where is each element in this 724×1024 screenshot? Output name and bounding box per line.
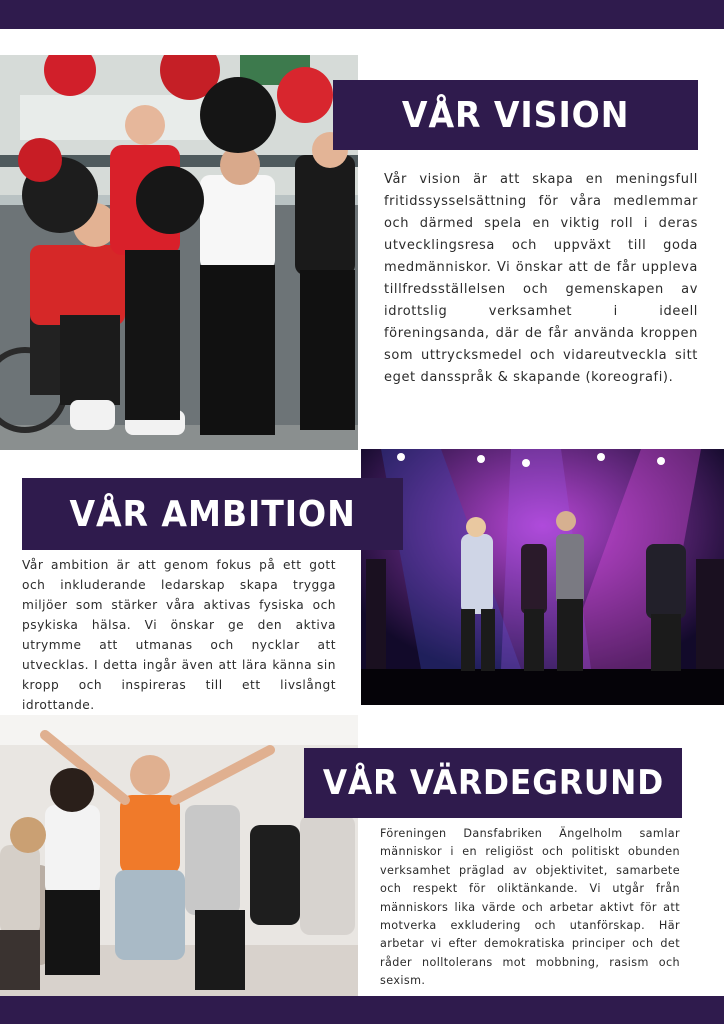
vision-heading: [333, 80, 698, 150]
top-banner: [0, 0, 724, 29]
ambition-paragraph: Vår ambition är att genom fokus på ett gott och inkluderande ledarskap skapa trygga miljöer som stärker våra aktivas fysiska och psykiska hälsa. Vi önskar ge den aktiva utrymme att utmanas och nycklar att utvecklas. I detta ingår även att lära känna sin kropp och inspireras till ett livslångt idrottande.: [22, 558, 336, 712]
ambition-title: VÅR AMBITION: [69, 493, 356, 535]
vardegrund-paragraph: Föreningen Dansfabriken Ängelholm samlar människor i en religiöst och politiskt obunden verksamhet präglad av objektivitet, samarbete och respekt för oliktänkande. Vi utgår från människors lika värde och arbetar aktivt för att motverka exkludering och utanförskap. Här arbetar vi efter demokratiska principer och det råder nolltolerans mot mobbning, rasism och sexism.: [380, 827, 680, 988]
ambition-heading: [22, 478, 403, 550]
photo-stage-dance: [361, 449, 724, 705]
vision-paragraph: Vår vision är att skapa en meningsfull fritidssysselsättning för våra medlemmar och därmed spela en viktig roll i deras utvecklingsresa och uppväxt till goda medmänniskor. Vi önskar att de får uppleva tillfredsställelsen och gemenskapen av idrottslig verksamhet i ideell föreningsanda, där de får använda kroppen som uttrycksmedel och vidareutveckla sitt eget dansspråk & skapande (koreografi).: [384, 172, 698, 385]
bottom-banner: [0, 996, 724, 1024]
vardegrund-title: VÅR VÄRDEGRUND: [322, 763, 664, 803]
vardegrund-heading: [304, 748, 682, 818]
photo-cheer-performance: [0, 55, 358, 450]
vision-title: VÅR VISION: [401, 94, 630, 136]
